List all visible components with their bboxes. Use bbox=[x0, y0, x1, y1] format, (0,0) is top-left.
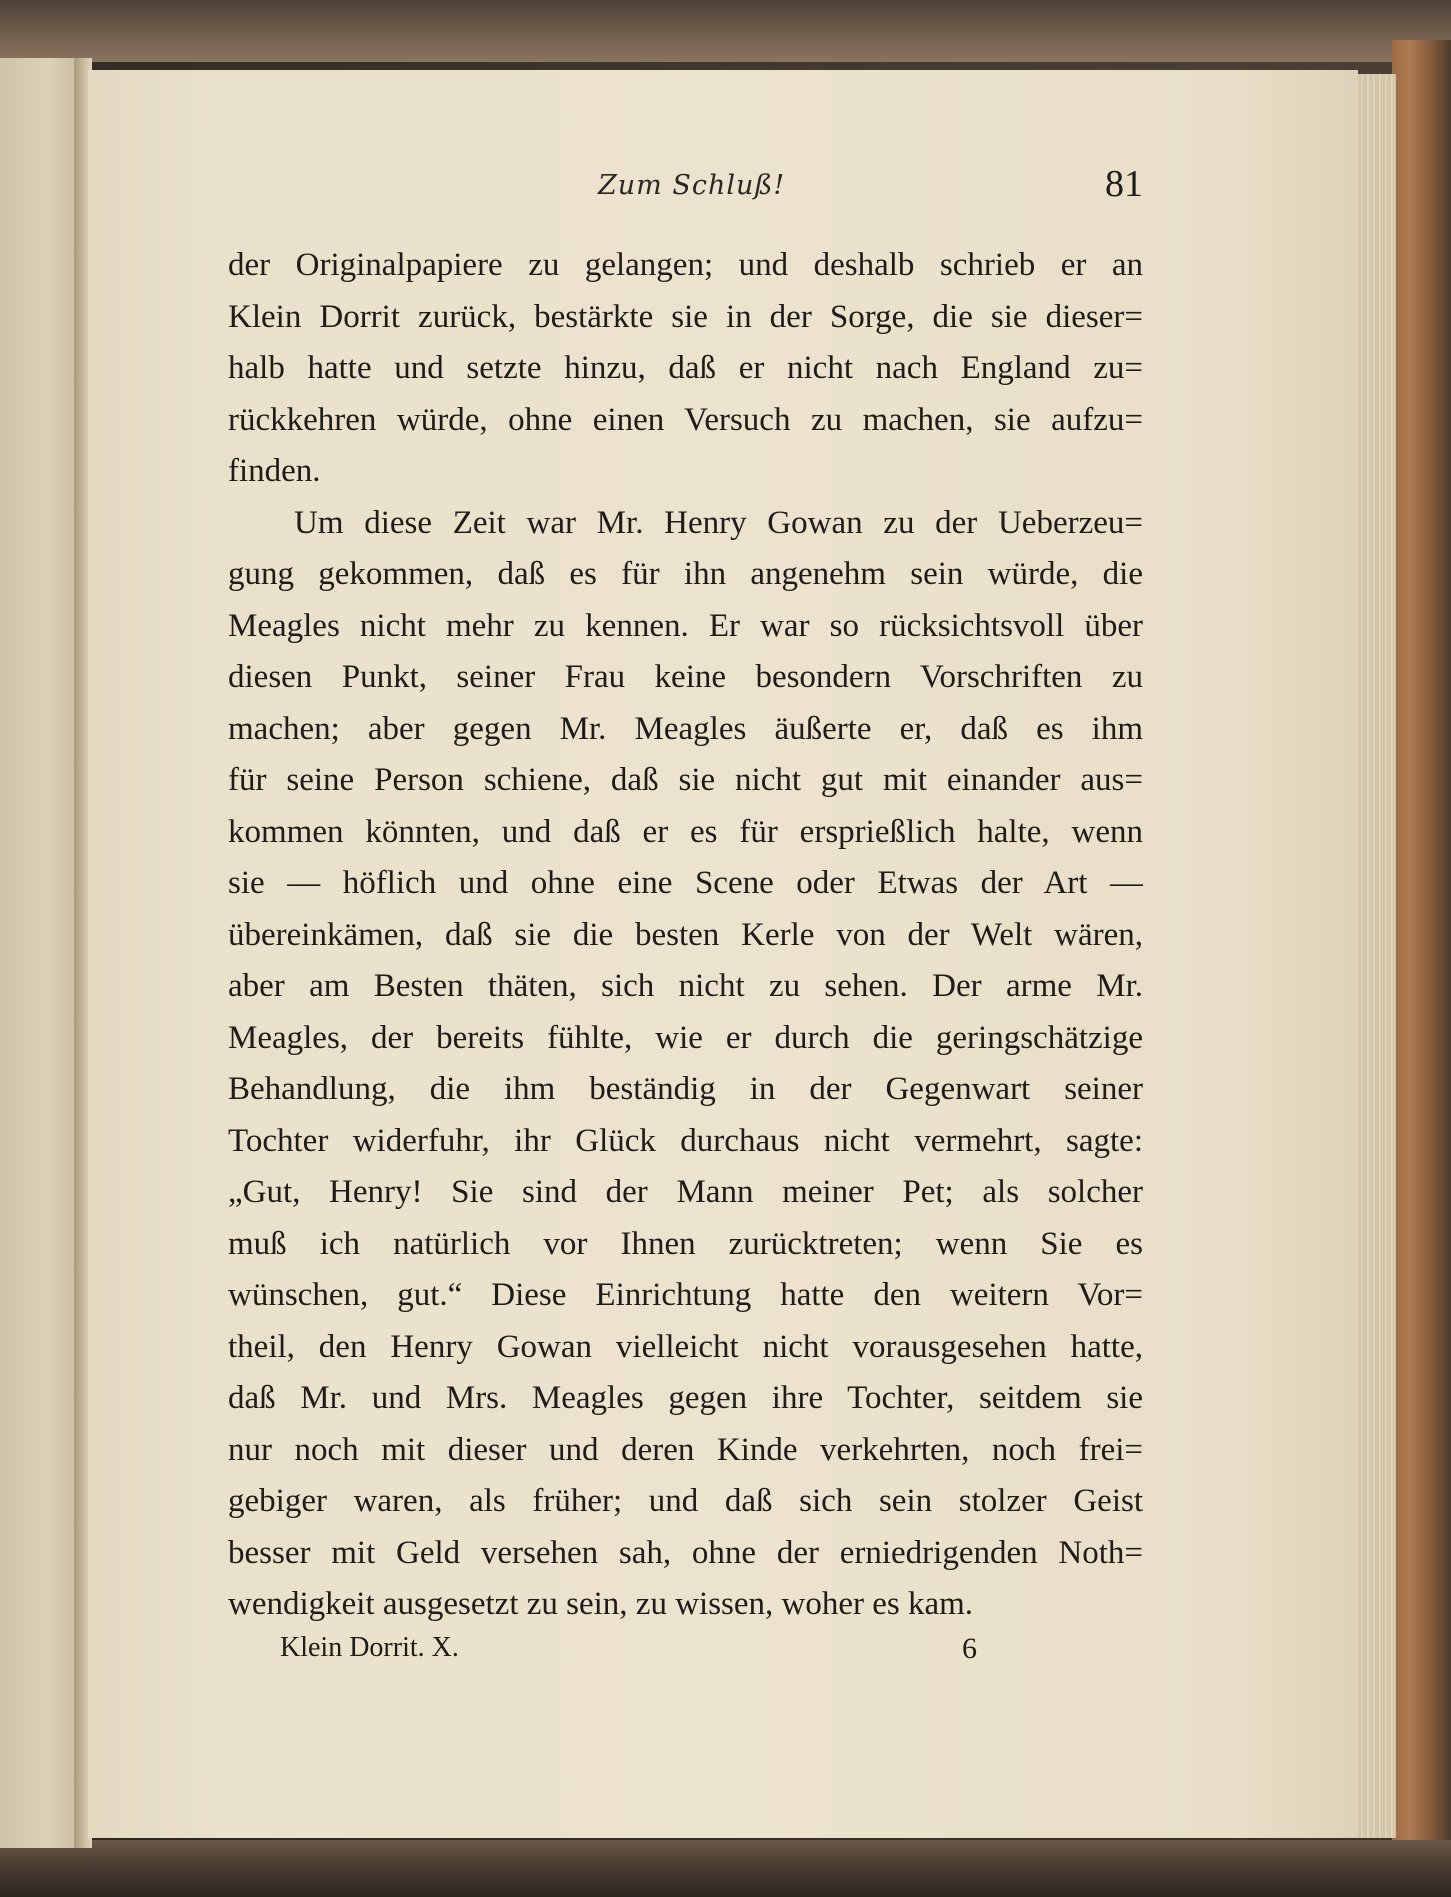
text-line: Behandlung, die ihm beständig in der Gegenwart seiner bbox=[228, 1071, 1143, 1107]
text-line: theil, den Henry Gowan vielleicht nicht vorausgesehen hatte, bbox=[228, 1328, 1143, 1365]
text-line: daß Mr. und Mrs. Meagles gegen ihre Tochter, seitdem sie bbox=[228, 1380, 1143, 1416]
text-line: der Originalpapiere zu gelangen; und deshalb schrieb er an bbox=[228, 247, 1143, 283]
text-line: für seine Person schiene, daß sie nicht gut mit einander aus= bbox=[228, 762, 1143, 798]
text-line: Meagles, der bereits fühlte, wie er durch die geringschätzige bbox=[228, 1019, 1143, 1056]
text-line: machen; aber gegen Mr. Meagles äußerte er, daß es ihm bbox=[228, 710, 1143, 747]
page-header bbox=[228, 162, 1143, 210]
text-line: „Gut, Henry! Sie sind der Mann meiner Pet; als solcher bbox=[228, 1174, 1143, 1210]
text-line: gebiger waren, als früher; und daß sich sein stolzer Geist bbox=[228, 1483, 1143, 1519]
text-line: wünschen, gut.“ Diese Einrichtung hatte den weitern Vor= bbox=[228, 1277, 1143, 1313]
page-body bbox=[228, 240, 1143, 1631]
running-title: Zum Schluß! bbox=[598, 170, 786, 201]
text-line: sie — höflich und ohne eine Scene oder Etwas der Art — bbox=[228, 865, 1143, 901]
text-line: kommen könnten, und daß er es für ersprießlich halte, wenn bbox=[228, 813, 1143, 850]
text-line: Tochter widerfuhr, ihr Glück durchaus nicht vermehrt, sagte: bbox=[228, 1122, 1143, 1159]
text-line: besser mit Geld versehen sah, ohne der erniedrigenden Noth= bbox=[228, 1534, 1143, 1571]
text-line: diesen Punkt, seiner Frau keine besondern Vorschriften zu bbox=[228, 659, 1143, 695]
left-facing-page bbox=[0, 58, 80, 1848]
cover-edge-bottom bbox=[0, 1840, 1451, 1897]
paragraph bbox=[228, 240, 1143, 498]
text-line: muß ich natürlich vor Ihnen zurücktreten; wenn Sie es bbox=[228, 1225, 1143, 1262]
text-line: halb hatte und setzte hinzu, daß er nicht nach England zu= bbox=[228, 350, 1143, 386]
text-line: übereinkämen, daß sie die besten Kerle von der Welt wären, bbox=[228, 916, 1143, 953]
text-line: gung gekommen, daß es für ihn angenehm sein würde, die bbox=[228, 556, 1143, 592]
text-line: finden. bbox=[228, 453, 321, 489]
page-number: 81 bbox=[1105, 163, 1143, 205]
cover-edge-right bbox=[1392, 40, 1451, 1860]
text-line: nur noch mit dieser und deren Kinde verkehrten, noch frei= bbox=[228, 1431, 1143, 1468]
text-line: Klein Dorrit zurück, bestärkte sie in der Sorge, die sie dieser= bbox=[228, 298, 1143, 335]
signature-number: 6 bbox=[962, 1632, 977, 1665]
paragraph bbox=[228, 498, 1143, 1631]
printer-signature: Klein Dorrit. X. bbox=[280, 1632, 459, 1663]
page-edges bbox=[1352, 74, 1396, 1838]
text-line: wendigkeit ausgesetzt zu sein, zu wissen, woher es kam. bbox=[228, 1586, 974, 1622]
text-line: Meagles nicht mehr zu kennen. Er war so rücksichtsvoll über bbox=[228, 607, 1143, 644]
page-footer bbox=[280, 1632, 1000, 1680]
text-line: rückkehren würde, ohne einen Versuch zu machen, sie aufzu= bbox=[228, 401, 1143, 438]
text-line: aber am Besten thäten, sich nicht zu sehen. Der arme Mr. bbox=[228, 968, 1143, 1004]
text-line: Um diese Zeit war Mr. Henry Gowan zu der Ueberzeu= bbox=[294, 504, 1143, 541]
cover-edge-top bbox=[0, 0, 1451, 62]
